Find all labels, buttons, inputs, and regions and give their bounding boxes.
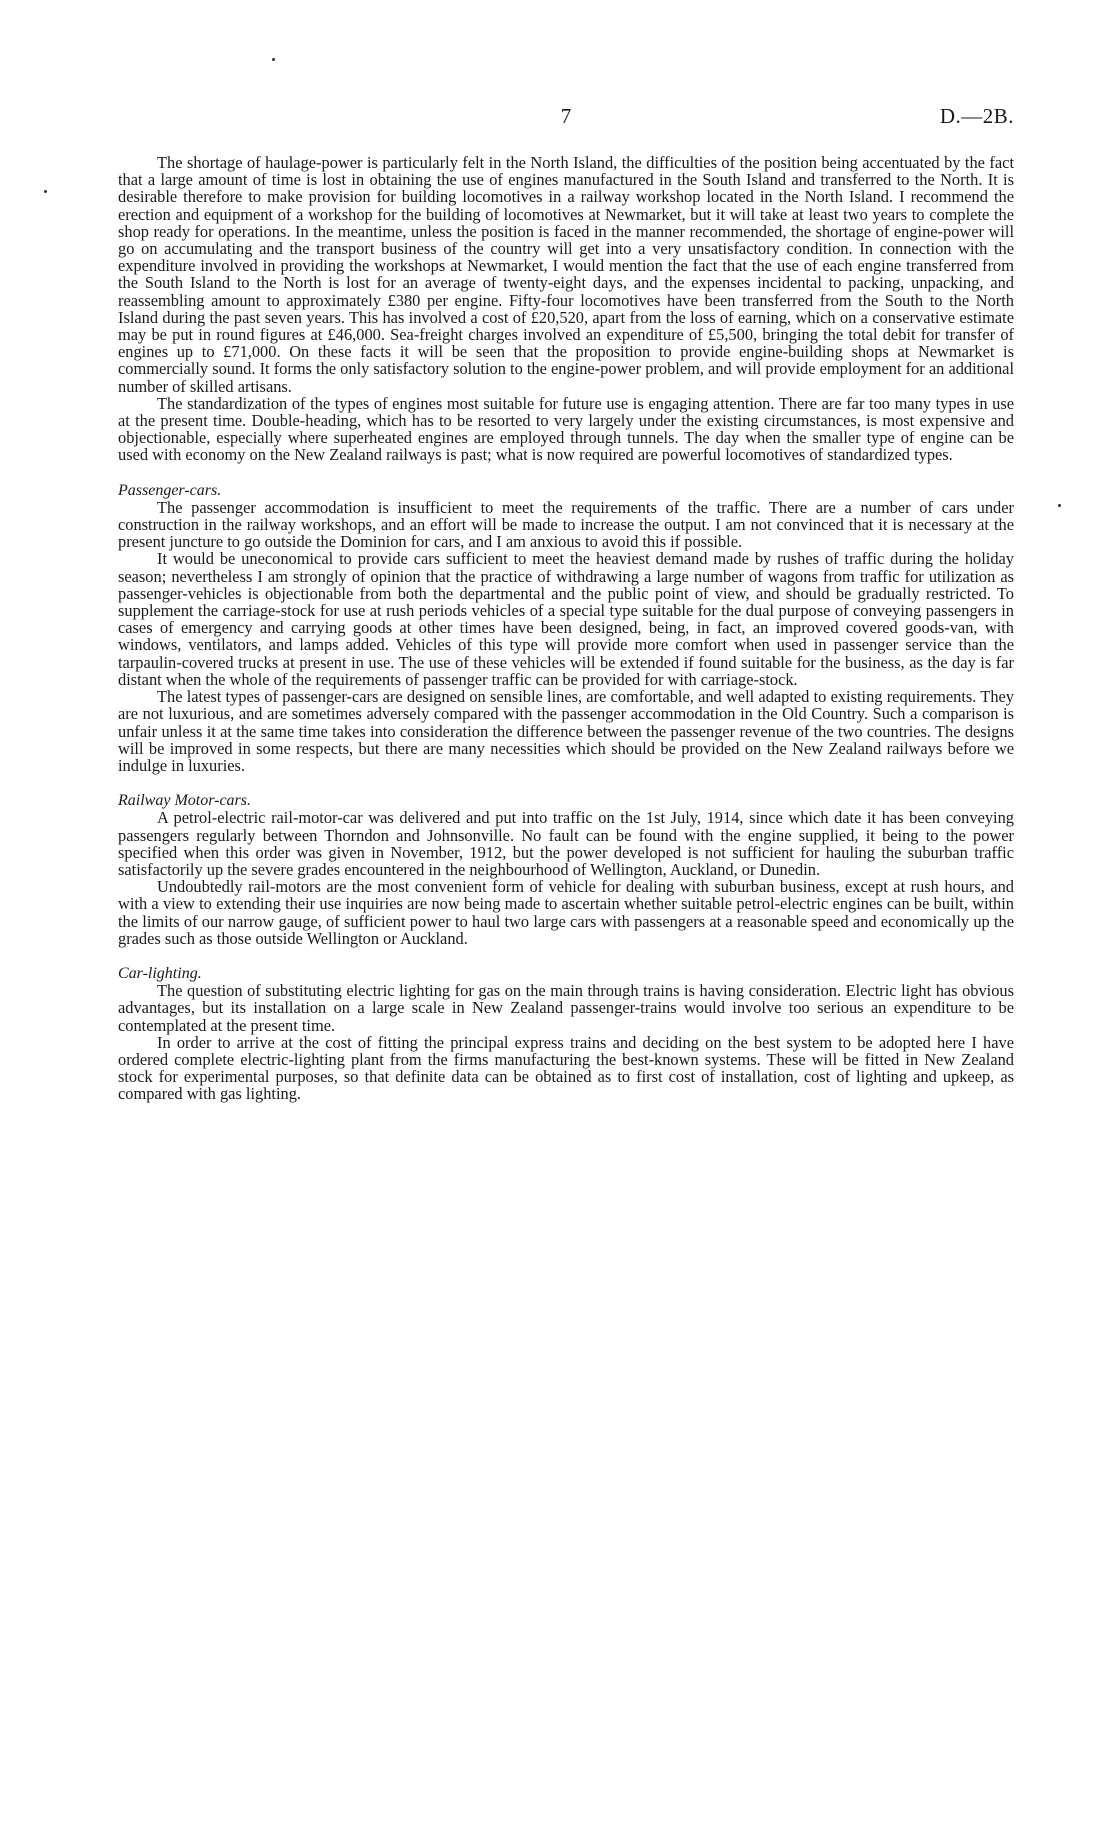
stray-mark xyxy=(1058,504,1061,507)
page-header xyxy=(118,104,1014,132)
paragraph: It would be uneconomical to provide cars sufficient to meet the heaviest demand made by rushes of traffic during the holiday season; nevertheless I am strongly of opinion that the practice of withdrawing a large number of wagons from traffic for utilization as passenger-vehicles is objectionable from both the departmental and the public point of view, and should be gradually restricted. To supplement the carriage-stock for use at rush periods vehicles of a special type suitable for the dual purpose of conveying passengers in cases of emergency and carrying goods at other times have been designed, being, in fact, an improved covered goods-van, with windows, ventilators, and lamps added. Vehicles of this type will provide more comfort when used in passenger service than the tarpaulin-covered trucks at present in use. The use of these vehicles will be extended if found suitable for the business, as the day is far distant when the whole of the requirements of passenger traffic can be provided for with carriage-stock. xyxy=(118,549,1014,689)
section-engine-power xyxy=(118,154,1014,464)
section-railway-motor-cars xyxy=(118,792,1014,947)
section-car-lighting xyxy=(118,965,1014,1103)
paragraph: A petrol-electric rail-motor-car was delivered and put into traffic on the 1st July, 1914, since which date it has been conveying passengers regularly between Thorndon and Johnsonville. No fault can be found with the engine supplied, it being to the power specified when this order was given in November, 1912, but the power developed is not sufficient for hauling the suburban traffic satisfactorily up the severe grades encountered in the neighbourhood of Wellington, Auckland, or Dunedin. xyxy=(118,808,1014,879)
paragraph: Undoubtedly rail-motors are the most convenient form of vehicle for dealing with suburban business, except at rush hours, and with a view to extending their use inquiries are now being made to ascertain whether suitable petrol-electric engines can be built, within the limits of our narrow gauge, of sufficient power to haul two large cars with passengers at a reasonable speed and economically up the grades such as those outside Wellington or Auckland. xyxy=(118,877,1014,948)
paragraph: The passenger accommodation is insufficient to meet the requirements of the traffic. There are a number of cars under construction in the railway workshops, and an effort will be made to increase the output. I am not convinced that it is necessary at the present juncture to go outside the Dominion for cars, and I am anxious to avoid this if possible. xyxy=(118,497,1014,552)
paragraph: The question of substituting electric lighting for gas on the main through trains is having consideration. Electric light has obvious advantages, but its installation on a large scale in New Zealand passenger-trains would involve too serious an expenditure to be contemplated at the present time. xyxy=(118,981,1014,1035)
stray-mark xyxy=(44,190,47,193)
stray-mark xyxy=(272,58,275,61)
paragraph: The shortage of haulage-power is particularly felt in the North Island, the difficulties of the position being accentuated by the fact that a large amount of time is lost in obtaining the use of engines manufactured in the South Island and transferred to the North. It is desirable therefore to make provision for building locomotives in a railway workshop located in the North Island. I recommend the erection and equipment of a workshop for the building of locomotives at Newmarket, but it will take at least two years to complete the shop ready for operations. In the meantime, unless the position is faced in the manner recommended, the shortage of engine-power will go on accumulating and the transport business of the country will get into a very unsatisfactory condition. In connection with the expenditure involved in providing the workshops at Newmarket, I would mention the fact that the use of each engine transferred from the South Island to the North is lost for an average of twenty-eight days, and the expenses incidental to packing, unpacking, and reassembling amount to approximately £380 per engine. Fifty-four locomotives have been transferred from the South to the North Island during the past seven years. This has involved a cost of £20,520, apart from the loss of earning, which on a conservative estimate may be put in round figures at £46,000. Sea-freight charges involved an expenditure of £5,500, bringing the total debit for transfer of engines up to £71,000. On these facts it will be seen that the proposition to provide engine-building shops at Newmarket is commercially sound. It forms the only satisfactory solution to the engine-power problem, and will provide employment for an additional number of skilled artisans. xyxy=(118,153,1014,396)
section-heading: Railway Motor-cars. xyxy=(118,792,251,810)
section-passenger-cars xyxy=(118,482,1014,774)
section-heading: Passenger-cars. xyxy=(118,481,222,499)
paragraph: The latest types of passenger-cars are designed on sensible lines, are comfortable, and well adapted to existing requirements. They are not luxurious, and are sometimes adversely compared with the passenger accommodation in the Old Country. Such a comparison is unfair unless it at the same time takes into consideration the difference between the passenger revenue of the two countries. The designs will be improved in some respects, but there are many necessities which should be provided on the New Zealand railways before we indulge in luxuries. xyxy=(118,687,1014,775)
section-heading: Car-lighting. xyxy=(118,964,202,982)
page-number: 7 xyxy=(560,104,572,128)
paragraph: The standardization of the types of engines most suitable for future use is engaging attention. There are far too many types in use at the present time. Double-heading, which has to be resorted to very largely under the existing circumstances, is most expensive and objectionable, especially where superheated engines are employed through tunnels. The day when the smaller type of engine can be used with economy on the New Zealand railways is past; what is now required are powerful locomotives of standardized types. xyxy=(118,393,1014,465)
document-reference: D.—2B. xyxy=(939,104,1014,128)
document-body xyxy=(118,154,1014,1103)
paragraph: In order to arrive at the cost of fitting the principal express trains and deciding on the best system to be adopted here I have ordered complete electric-lighting plant from the firms manufacturing the best-known systems. These will be fitted in New Zealand stock for experimental purposes, so that definite data can be obtained as to first cost of installation, cost of lighting and upkeep, as compared with gas lighting. xyxy=(118,1032,1014,1104)
